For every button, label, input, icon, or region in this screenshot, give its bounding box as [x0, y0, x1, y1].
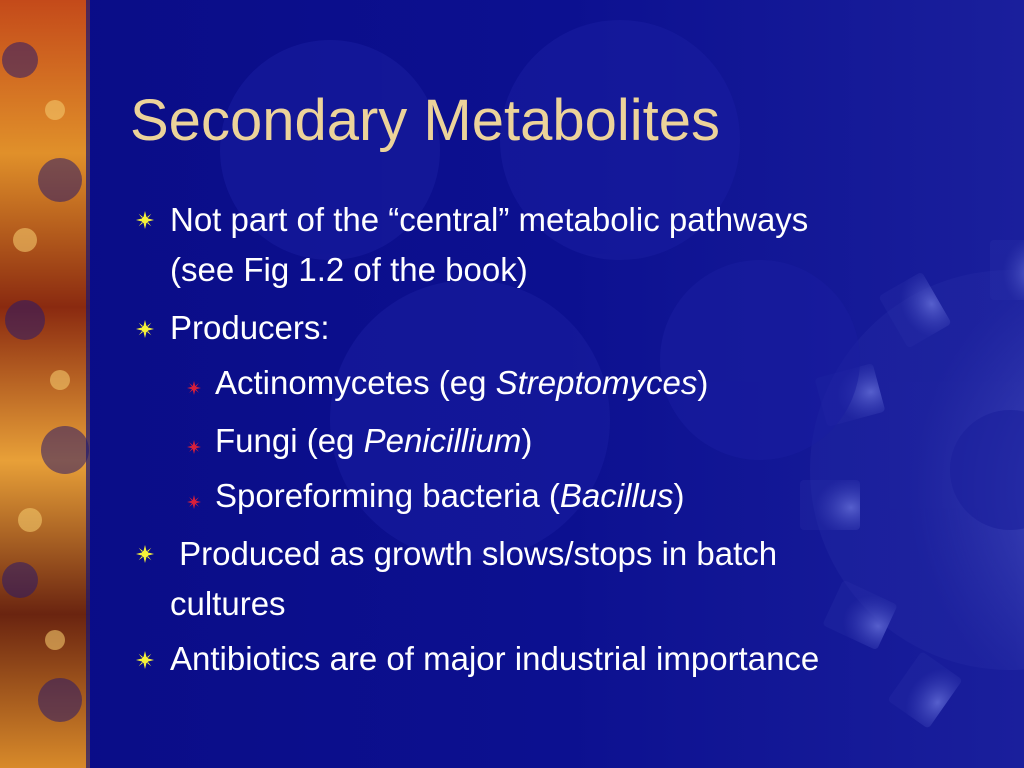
bullet-item-growth-slows [170, 535, 777, 623]
bullet-line-1: Producers: [170, 309, 330, 346]
sub-bullet-text: Fungi (eg [215, 422, 364, 459]
sub-bullet-star-icon [187, 495, 201, 509]
bullet-item-antibiotics [170, 640, 819, 678]
bullet-star-icon [136, 651, 154, 669]
sub-bullet-text-end: ) [697, 364, 709, 401]
sub-bullet-star-icon [187, 381, 201, 395]
species-name: Penicillium [363, 422, 522, 459]
bullet-item-central-pathways [170, 201, 808, 289]
slide-title: Secondary Metabolites [130, 88, 720, 153]
species-name: Streptomyces [495, 364, 698, 401]
bullet-star-icon [136, 545, 154, 563]
bullet-line-1: Produced as growth slows/stops in batch [170, 535, 778, 572]
bullet-line-1: Antibiotics are of major industrial importance [170, 640, 820, 677]
species-name: Bacillus [559, 477, 674, 514]
sub-bullet-text-end: ) [521, 422, 533, 459]
bullet-line-2: (see Fig 1.2 of the book) [170, 251, 528, 288]
bullet-star-icon [136, 320, 154, 338]
sub-bullet-star-icon [187, 440, 201, 454]
bullet-star-icon [136, 211, 154, 229]
bullet-line-1: Not part of the “central” metabolic pathways [170, 201, 809, 238]
bullet-line-2: cultures [170, 585, 286, 622]
sub-bullet-actinomycetes [215, 364, 708, 402]
sub-bullet-sporeforming-bacteria [215, 477, 685, 515]
bullet-item-producers [170, 309, 330, 347]
sub-bullet-text: Actinomycetes (eg [215, 364, 496, 401]
sub-bullet-text-end: ) [673, 477, 685, 514]
sub-bullet-text: Sporeforming bacteria ( [215, 477, 560, 514]
sub-bullet-fungi [215, 422, 532, 460]
